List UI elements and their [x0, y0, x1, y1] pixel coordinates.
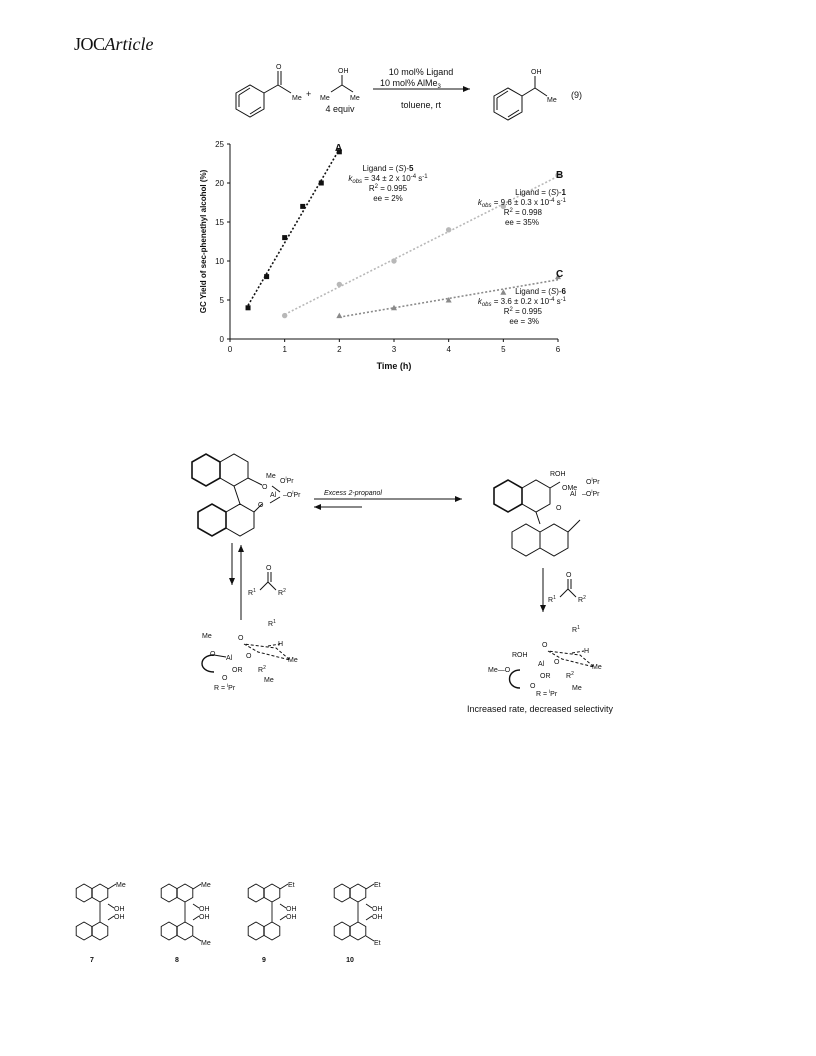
compound-8 — [161, 884, 201, 941]
svg-text:R1: $R^1$ — [268, 619, 276, 628]
hydroxyl-label: OH — [114, 906, 125, 913]
svg-text:O: O — [276, 64, 282, 71]
svg-text:–OiPr: $-O^iPr$ — [582, 489, 600, 498]
svg-text:O: O — [238, 635, 244, 642]
svg-text:R2: $R^2$ — [566, 671, 574, 680]
svg-text:–OiPr: $-O^iPr$ — [283, 490, 301, 499]
x-tick-label: 1 — [282, 345, 287, 354]
svg-text:O: O — [530, 683, 536, 690]
condition-almes: 10 mol% AlMe$_3$ — [380, 78, 441, 90]
svg-text:H: H — [584, 648, 590, 655]
annotation-ee-C: ee = 3% — [509, 317, 539, 326]
hydroxyl-label: OH — [372, 906, 383, 913]
svg-text:R2: $R^2$ — [258, 665, 266, 674]
y-tick-label: 5 — [219, 296, 224, 305]
svg-text:Me—O: Me—O — [488, 667, 511, 674]
svg-text:R2: $R^2$ — [578, 595, 586, 604]
svg-text:OiPr: $O^iPr$ — [280, 476, 294, 485]
x-axis-label: Time (h) — [376, 361, 412, 371]
substituent-top: Et — [374, 882, 381, 889]
svg-text:O: O — [222, 675, 228, 682]
svg-text:Me: Me — [350, 95, 360, 102]
svg-text:Me: Me — [264, 677, 274, 684]
svg-text:O: O — [566, 572, 572, 579]
svg-text:H: H — [278, 641, 284, 648]
svg-text:OiPr: $O^iPr$ — [586, 477, 600, 486]
annotation-kobs-C: $k_{obs} = 3.6 \pm 0.2$ x $10^{-4}$ $s^{-1}$ — [477, 297, 566, 308]
compound-7 — [76, 884, 116, 940]
x-tick-label: 0 — [227, 345, 233, 354]
substituent-top: Me — [201, 882, 211, 889]
svg-text:R1: $R^1$ — [248, 588, 256, 597]
substituent-top: Et — [288, 882, 295, 889]
x-tick-label: 2 — [337, 345, 342, 354]
y-tick-label: 15 — [215, 218, 224, 227]
data-point-A — [282, 235, 287, 240]
svg-text:Al: Al — [570, 491, 577, 498]
plus-sign: + — [306, 89, 312, 99]
data-point-C — [336, 313, 342, 319]
scheme-caption: Increased rate, decreased selectivity — [466, 704, 614, 714]
svg-text:R2: $R^2$ — [278, 588, 286, 597]
compound-label: 7 — [90, 957, 94, 964]
data-point-A — [264, 274, 269, 279]
svg-text:O: O — [246, 653, 252, 660]
data-point-B — [391, 258, 396, 263]
annotation-ee-A: ee = 2% — [373, 194, 403, 203]
compound-row — [76, 882, 382, 964]
annotation-kobs-B: $k_{obs} = 9.6 \pm 0.3$ x $10^{-4}$ $s^{-1}$ — [477, 198, 566, 209]
svg-text:Me: Me — [572, 685, 582, 692]
section-name: Article — [104, 34, 154, 54]
svg-text:Al: Al — [226, 655, 233, 662]
svg-text:OH: OH — [338, 68, 349, 75]
hydroxyl-label: OH — [199, 914, 210, 921]
svg-text:O: O — [258, 502, 264, 509]
svg-text:Me: Me — [592, 664, 602, 671]
hydroxyl-label: OH — [286, 906, 297, 913]
x-tick-label: 5 — [501, 345, 506, 354]
svg-text:O: O — [554, 659, 560, 666]
svg-text:O: O — [542, 642, 548, 649]
hydroxyl-label: OH — [372, 914, 383, 921]
svg-text:Me: Me — [547, 97, 557, 104]
svg-text:Me: Me — [266, 473, 276, 480]
annotation-r2-C: $R^2 = 0.995$ — [503, 307, 542, 316]
benzene-ring — [494, 88, 522, 120]
svg-text:Me: Me — [288, 657, 298, 664]
svg-text:Al: Al — [270, 492, 277, 499]
hydroxyl-label: OH — [199, 906, 210, 913]
svg-text:Me: Me — [202, 633, 212, 640]
binaphthyl-complex-left — [192, 454, 280, 536]
svg-text:R = iPr: R = $^i$Pr — [214, 683, 236, 692]
svg-text:ROH: ROH — [550, 471, 566, 478]
hydroxyl-label: OH — [114, 914, 125, 921]
condition-ligand: 10 mol% Ligand — [388, 67, 454, 77]
svg-text:OR: OR — [540, 673, 551, 680]
equation-number: (9) — [571, 90, 582, 100]
data-point-A — [246, 305, 251, 310]
svg-text:Al: Al — [538, 661, 545, 668]
substituent-bottom: Me — [201, 940, 211, 947]
annotation-ligand-A: Ligand = (S)-5 — [362, 164, 414, 173]
svg-text:OMe: OMe — [562, 485, 578, 492]
compound-label: 9 — [262, 957, 266, 964]
svg-text:ROH: ROH — [512, 652, 528, 659]
y-axis-label: GC Yield of sec-phenethyl alcohol (%) — [199, 169, 208, 314]
methyl-label: Me — [292, 95, 302, 102]
x-tick-label: 4 — [446, 345, 451, 354]
data-point-A — [319, 181, 324, 186]
svg-text:O: O — [210, 651, 216, 658]
compound-10 — [334, 884, 374, 941]
data-point-A — [300, 204, 305, 209]
data-point-B — [282, 313, 287, 318]
annotation-r2-B: $R^2 = 0.998$ — [503, 208, 542, 217]
series-label-C: C — [556, 269, 564, 280]
svg-text:R1: $R^1$ — [572, 625, 580, 634]
svg-text:O: O — [556, 505, 562, 512]
arrow-label: Excess 2-propanol — [324, 490, 382, 497]
hydroxyl-label: OH — [286, 914, 297, 921]
annotation-ligand-C: Ligand = (S)-6 — [515, 287, 566, 296]
condition-solvent: toluene, rt — [400, 100, 442, 110]
journal-name: JOC — [74, 34, 105, 54]
annotation-kobs-A: $k_{obs} = 34 \pm 2$ x $10^{-4}$ $s^{-1}$ — [348, 174, 428, 185]
svg-text:R = iPr: R = $^i$Pr — [536, 689, 558, 698]
compound-label: 8 — [175, 957, 179, 964]
svg-text:O: O — [262, 484, 268, 491]
y-tick-label: 20 — [215, 179, 224, 188]
series-label-B: B — [556, 170, 564, 181]
svg-text:O: O — [266, 565, 272, 572]
mechanism-scheme — [192, 454, 594, 688]
svg-text:Me: Me — [320, 95, 330, 102]
svg-text:OH: OH — [531, 69, 542, 76]
y-tick-label: 10 — [215, 257, 224, 266]
fit-line-A — [248, 149, 339, 305]
scheme-text — [202, 471, 614, 714]
svg-text:OR: OR — [232, 667, 243, 674]
substituent-bottom: Et — [374, 940, 381, 947]
series-label-A: A — [335, 143, 343, 154]
benzene-ring — [236, 85, 264, 117]
compound-label: 10 — [346, 957, 354, 964]
kinetics-chart — [199, 140, 567, 371]
data-point-B — [337, 282, 342, 287]
svg-text:R1: $R^1$ — [548, 595, 556, 604]
y-tick-label: 0 — [219, 335, 224, 344]
x-tick-label: 3 — [391, 345, 397, 354]
x-tick-label: 6 — [555, 345, 561, 354]
y-tick-label: 25 — [215, 140, 224, 149]
annotation-ee-B: ee = 35% — [504, 218, 539, 227]
equiv-label: 4 equiv — [325, 104, 355, 114]
substituent-top: Me — [116, 882, 126, 889]
annotation-r2-A: $R^2 = 0.995$ — [368, 184, 408, 193]
annotation-ligand-B: Ligand = (S)-1 — [515, 188, 566, 197]
data-point-B — [446, 227, 451, 232]
compound-9 — [248, 884, 288, 940]
